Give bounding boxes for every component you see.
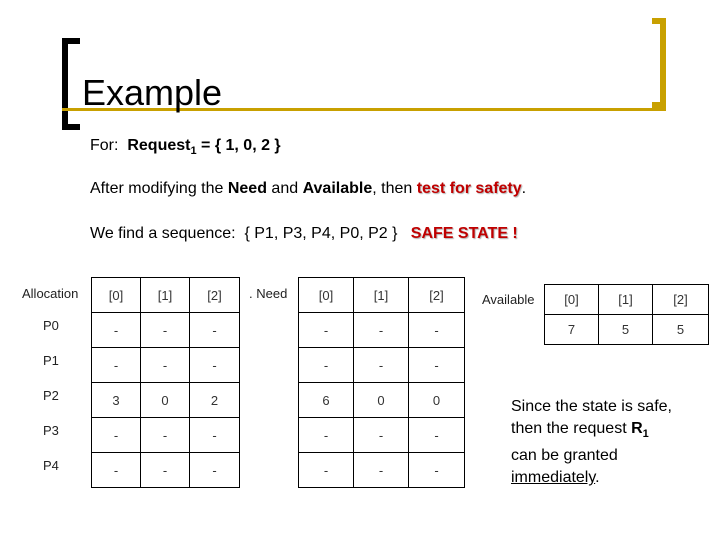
table-cell: 0 xyxy=(409,383,465,418)
allocation-table xyxy=(91,277,240,488)
table-cell: 5 xyxy=(653,315,709,345)
left-bracket-top xyxy=(62,38,80,44)
row-label-p1: P1 xyxy=(43,353,59,368)
table-cell: - xyxy=(190,348,240,383)
need-table xyxy=(298,277,465,488)
table-cell: - xyxy=(409,418,465,453)
available-table xyxy=(544,284,709,345)
table-header: [1] xyxy=(141,278,190,313)
need-label: . Need xyxy=(249,286,288,301)
after-text-1: After modifying the xyxy=(90,180,228,197)
right-bracket-bottom xyxy=(652,102,666,108)
request-label: Request xyxy=(127,137,191,154)
table-header: [2] xyxy=(409,278,465,313)
table-cell: - xyxy=(92,313,141,348)
after-text-2: and xyxy=(266,180,303,197)
page-title: Example xyxy=(82,72,223,113)
right-bracket-vertical xyxy=(660,18,666,108)
note-line-3: can be granted xyxy=(511,447,618,465)
note-line-2 xyxy=(511,418,711,445)
table-cell: 0 xyxy=(141,383,190,418)
table-cell: - xyxy=(354,348,409,383)
table-cell: 5 xyxy=(599,315,653,345)
table-cell: 0 xyxy=(354,383,409,418)
note-request-subscript: 1 xyxy=(642,428,649,441)
test-for-safety: test for safety xyxy=(416,180,522,197)
after-text-3: , then xyxy=(372,180,417,197)
allocation-label: Allocation xyxy=(22,286,79,301)
table-cell: - xyxy=(92,418,141,453)
table-header: [0] xyxy=(92,278,141,313)
table-header: [0] xyxy=(299,278,354,313)
table-header: [1] xyxy=(599,285,653,315)
available-word: Available xyxy=(302,180,373,197)
table-header: [2] xyxy=(653,285,709,315)
table-cell: - xyxy=(299,453,354,488)
table-cell: - xyxy=(409,453,465,488)
table-header: [0] xyxy=(545,285,599,315)
table-cell: - xyxy=(409,348,465,383)
request-vector: = { 1, 0, 2 } xyxy=(196,137,281,154)
table-cell: - xyxy=(299,418,354,453)
table-cell: - xyxy=(190,453,240,488)
table-cell: - xyxy=(354,313,409,348)
row-label-p2: P2 xyxy=(43,388,59,403)
note-line-4 xyxy=(511,467,711,489)
table-cell: - xyxy=(299,313,354,348)
request-prefix: For: xyxy=(90,137,128,154)
table-cell: - xyxy=(141,313,190,348)
table-cell: - xyxy=(92,348,141,383)
table-cell: - xyxy=(190,313,240,348)
note-line-1: Since the state is safe, xyxy=(511,398,672,415)
after-line xyxy=(90,180,526,198)
safe-state: SAFE STATE ! xyxy=(410,225,518,242)
need-word: Need xyxy=(227,180,267,197)
request-subscript: 1 xyxy=(190,145,197,158)
safety-note xyxy=(511,396,711,489)
table-cell: - xyxy=(409,313,465,348)
after-text-4: . xyxy=(521,180,527,197)
table-cell: 7 xyxy=(545,315,599,345)
sequence-line xyxy=(90,225,518,243)
table-cell: - xyxy=(141,453,190,488)
row-label-p0: P0 xyxy=(43,318,59,333)
left-bracket-vertical xyxy=(62,38,68,130)
note-line-2-text: then the request xyxy=(511,420,632,437)
table-header: [1] xyxy=(354,278,409,313)
note-request-label: R xyxy=(631,420,643,437)
table-header: [2] xyxy=(190,278,240,313)
table-cell: - xyxy=(92,453,141,488)
note-immediately: immediately xyxy=(511,469,596,487)
left-bracket-bottom xyxy=(62,124,80,130)
right-bracket-top xyxy=(652,18,666,24)
sequence-text: We find a sequence: { P1, P3, P4, P0, P2 } xyxy=(90,225,411,242)
row-label-p3: P3 xyxy=(43,423,59,438)
table-cell: 3 xyxy=(92,383,141,418)
table-cell: - xyxy=(190,418,240,453)
table-cell: - xyxy=(141,418,190,453)
table-cell: 6 xyxy=(299,383,354,418)
table-cell: - xyxy=(141,348,190,383)
note-period: . xyxy=(595,469,600,487)
table-cell: 2 xyxy=(190,383,240,418)
table-cell: - xyxy=(354,418,409,453)
available-label: Available xyxy=(482,292,535,307)
table-cell: - xyxy=(299,348,354,383)
table-cell: - xyxy=(354,453,409,488)
row-label-p4: P4 xyxy=(43,458,59,473)
request-line xyxy=(90,137,281,157)
